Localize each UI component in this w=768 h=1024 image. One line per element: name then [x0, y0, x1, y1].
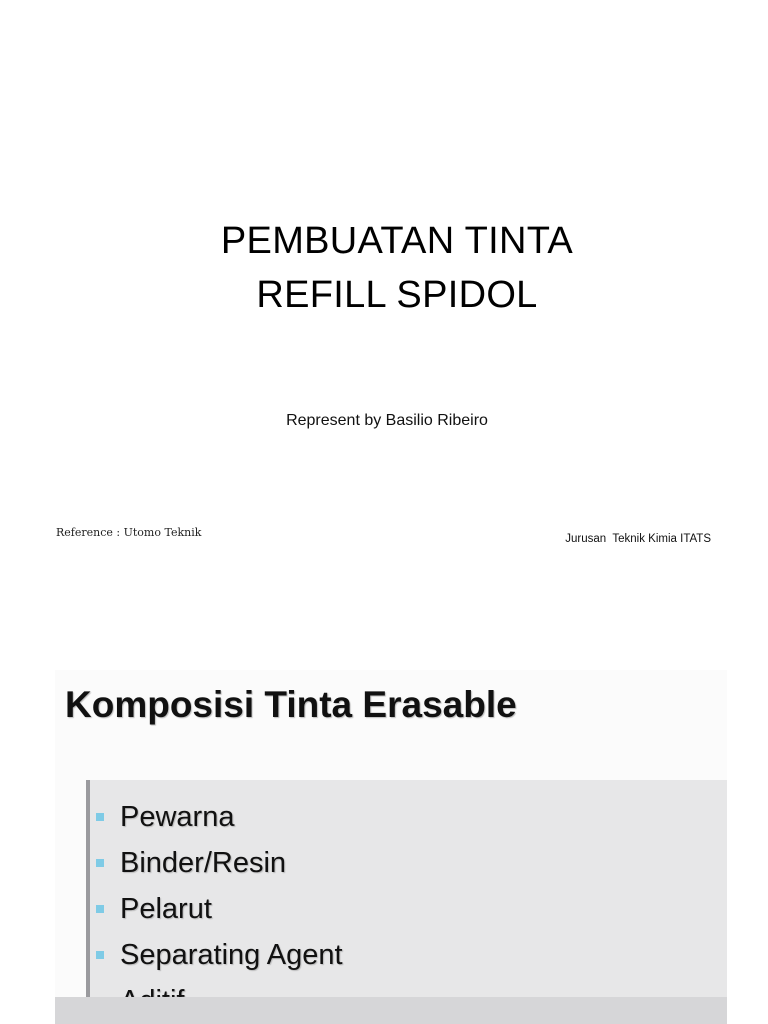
bullet-label: Pelarut: [120, 892, 212, 925]
title-line-2: REFILL SPIDOL: [256, 274, 538, 316]
department-text: Jurusan Teknik Kimia ITATS: [565, 533, 711, 545]
presenter-text: Represent by Basilio Ribeiro: [286, 412, 488, 429]
square-bullet-icon: [96, 905, 104, 913]
bullet-list: [96, 794, 343, 1024]
slide-title: [0, 214, 768, 322]
list-item: [96, 840, 343, 886]
bullet-panel: [86, 780, 727, 1024]
bullet-label: Binder/Resin: [120, 846, 287, 879]
bullet-label: Separating Agent: [120, 938, 343, 971]
square-bullet-icon: [96, 859, 104, 867]
list-item: [96, 886, 343, 932]
title-line-1: PEMBUATAN TINTA: [220, 220, 574, 262]
square-bullet-icon: [96, 813, 104, 821]
composition-title: Komposisi Tinta Erasable: [65, 684, 517, 725]
bottom-band: [55, 997, 727, 1024]
composition-slide: [55, 670, 727, 1024]
list-item: [96, 932, 343, 978]
square-bullet-icon: [96, 951, 104, 959]
bullet-label: Pewarna: [120, 800, 235, 833]
reference-text: Reference : Utomo Teknik: [56, 526, 202, 539]
list-item: [96, 794, 343, 840]
